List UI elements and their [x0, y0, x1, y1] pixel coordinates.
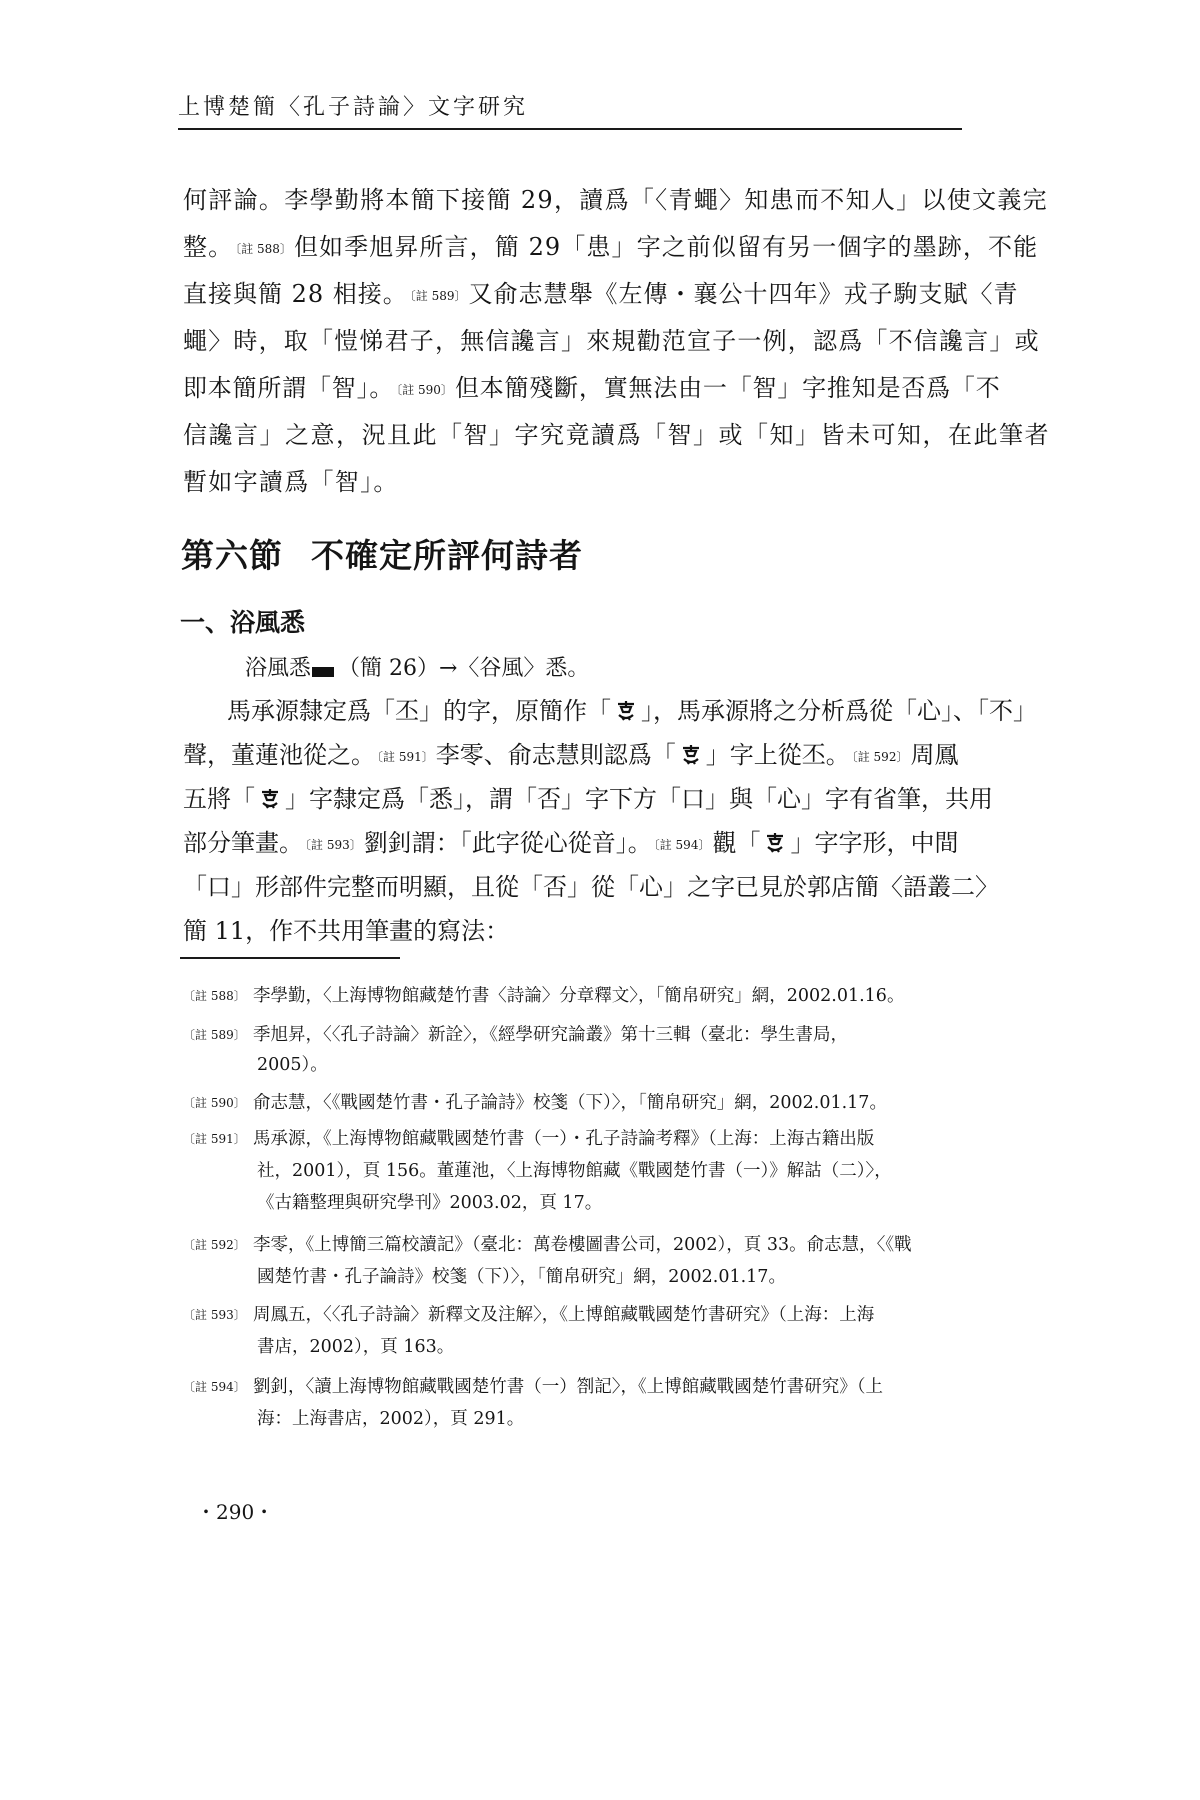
footnote-592-continued: 國楚竹書・孔子論詩》校箋（下）〉，「簡帛研究」網，2002.01.17。 [257, 1267, 786, 1287]
footnote-589-continued: 2005）。 [257, 1055, 328, 1075]
footnote-ref-589[interactable]: 〔註 589〕 [409, 289, 467, 303]
line-text: 直接與簡 28 相接。 [183, 280, 408, 308]
ancient-character-glyph [258, 787, 282, 811]
footnote-label: 〔註 591〕 [183, 1132, 246, 1146]
header-rule [178, 128, 962, 130]
line-text: 但本簡殘斷，實無法由一「智」字推知是否爲「不 [454, 374, 1001, 402]
footnote-label: 〔註 588〕 [183, 989, 246, 1003]
ancient-character-glyph [679, 743, 703, 767]
paragraph-1-line [183, 467, 399, 497]
footnote-text: 馬承源，《上海博物館藏戰國楚竹書（一）・孔子詩論考釋》（上海：上海古籍出版 [253, 1129, 875, 1149]
footnote-ref-594[interactable]: 〔註 594〕 [653, 838, 711, 852]
footnote-text: 俞志慧，〈《戰國楚竹書・孔子論詩》校箋（下）〉，「簡帛研究」網，2002.01.17。 [253, 1093, 887, 1113]
footnote-ref-591[interactable]: 〔註 591〕 [377, 750, 434, 764]
bamboo-slip-citation [245, 651, 589, 682]
line-text: 何評論。李學勤將本簡下接簡 29，讀爲「〈青蠅〉知患而不知人」以使文義完 [183, 186, 1048, 214]
paragraph-2-line [183, 916, 509, 946]
footnote-ref-588[interactable]: 〔註 588〕 [235, 242, 292, 256]
paragraph-1-line [183, 232, 1038, 264]
footnote-label: 〔註 593〕 [183, 1308, 246, 1322]
paragraph-2-line [183, 828, 958, 860]
line-text: 但如季旭昇所言，簡 29「患」字之前似留有另一個字的墨跡，不能 [293, 233, 1039, 261]
line-text: 「口」形部件完整而明顯，且從「否」從「心」之字已見於郭店簡〈語叢二〉 [183, 873, 999, 901]
footnote-591 [183, 1126, 874, 1152]
section-title: 不確定所評何詩者 [311, 536, 583, 575]
paragraph-1-line [183, 279, 1019, 311]
line-text: 」字上從丕。 [705, 741, 850, 769]
line-text: 聲，董蓮池從之。 [183, 741, 375, 769]
line-text: 蠅〉時，取「愷悌君子，無信讒言」來規勸范宣子一例，認爲「不信讒言」或 [183, 327, 1040, 355]
citation-text: （簡 26）→〈谷風〉悉。 [338, 656, 590, 681]
line-text: 觀「 [712, 829, 761, 857]
footnote-588 [183, 983, 904, 1009]
damaged-character-mark [312, 667, 334, 677]
paragraph-2 [183, 696, 1037, 945]
footnote-592 [183, 1232, 912, 1258]
footnote-ref-590[interactable]: 〔註 590〕 [396, 383, 453, 397]
ancient-character-glyph [763, 831, 787, 855]
line-text: 又俞志慧舉《左傳・襄公十四年》戎子駒支賦〈青 [468, 280, 1019, 308]
footnote-label: 〔註 592〕 [183, 1238, 246, 1252]
footnote-593 [183, 1302, 874, 1328]
footnote-ref-593[interactable]: 〔註 593〕 [305, 838, 362, 852]
line-text: 」，馬承源將之分析爲從「心」、「不」 [641, 697, 1037, 725]
citation-text: 浴風悉 [245, 656, 312, 681]
footnote-label: 〔註 589〕 [183, 1028, 246, 1042]
footnote-591-continued: 社，2001），頁 156。董蓮池，〈上海博物館藏《戰國楚竹書（一）》解詁（二）〉， [257, 1161, 892, 1181]
line-text: 馬承源隸定爲「丕」的字，原簡作「 [227, 697, 611, 725]
page-number: ・290・ [196, 1500, 275, 1524]
section-heading [181, 530, 583, 577]
line-text: 整。 [183, 233, 234, 261]
paragraph-2-line [227, 696, 1037, 726]
footnote-label: 〔註 594〕 [183, 1380, 246, 1394]
ancient-character-glyph [614, 699, 638, 723]
footnote-593-continued: 書店，2002），頁 163。 [257, 1337, 455, 1357]
paragraph-1-line [183, 185, 1048, 215]
paragraph-1-line [183, 326, 1040, 356]
paragraph-1 [183, 185, 1050, 496]
line-text: 即本簡所謂「智」。 [183, 374, 395, 402]
paragraph-2-line [183, 872, 999, 902]
line-text: 」字字形，中間 [790, 829, 959, 857]
footnote-label: 〔註 590〕 [183, 1096, 246, 1110]
footnote-text: 周鳳五，〈〈孔子詩論〉新釋文及注解〉，《上博館藏戰國楚竹書研究》（上海：上海 [253, 1305, 875, 1325]
line-text: 簡 11，作不共用筆畫的寫法： [183, 917, 510, 945]
footnote-rule [180, 957, 400, 959]
footnote-594-continued: 海：上海書店，2002），頁 291。 [257, 1409, 525, 1429]
line-text: 劉釗謂：「此字從心從音」。 [363, 829, 652, 857]
line-text: 部分筆畫。 [183, 829, 303, 857]
footnote-text: 劉釗，〈讀上海博物館藏戰國楚竹書（一）劄記〉，《上博館藏戰國楚竹書研究》（上 [253, 1377, 883, 1397]
paragraph-1-line [183, 420, 1050, 450]
footnote-ref-592[interactable]: 〔註 592〕 [851, 750, 909, 764]
paragraph-2-line [183, 784, 993, 814]
footnote-594 [183, 1374, 883, 1400]
paragraph-2-line [183, 740, 958, 772]
line-text: 周鳳 [910, 741, 959, 769]
sub-heading: 一、浴風悉 [180, 608, 306, 637]
line-text: 五將「 [183, 785, 255, 813]
line-text: 信讒言」之意，況且此「智」字究竟讀爲「智」或「知」皆未可知，在此筆者 [183, 421, 1050, 449]
running-header: 上博楚簡〈孔子詩論〉文字研究 [178, 95, 529, 120]
footnote-591-continued: 《古籍整理與研究學刊》2003.02，頁 17。 [257, 1193, 603, 1213]
footnote-text: 季旭昇，〈〈孔子詩論〉新詮〉，《經學研究論叢》第十三輯（臺北：學生書局， [253, 1025, 848, 1045]
section-number: 第六節 [181, 536, 283, 575]
footnote-text: 李零，《上博簡三篇校讀記》（臺北：萬卷樓圖書公司，2002），頁 33。俞志慧，〈《戰 [253, 1235, 912, 1255]
line-text: 李零、俞志慧則認爲「 [435, 741, 676, 769]
line-text: 」字隸定爲「悉」，謂「否」字下方「口」與「心」字有省筆，共用 [285, 785, 993, 813]
line-text: 暫如字讀爲「智」。 [183, 468, 399, 496]
paragraph-1-line [183, 373, 1001, 405]
footnote-589 [183, 1022, 848, 1048]
footnote-text: 李學勤，〈上海博物館藏楚竹書〈詩論〉分章釋文〉，「簡帛研究」網，2002.01.16。 [253, 986, 905, 1006]
footnote-590 [183, 1090, 887, 1116]
